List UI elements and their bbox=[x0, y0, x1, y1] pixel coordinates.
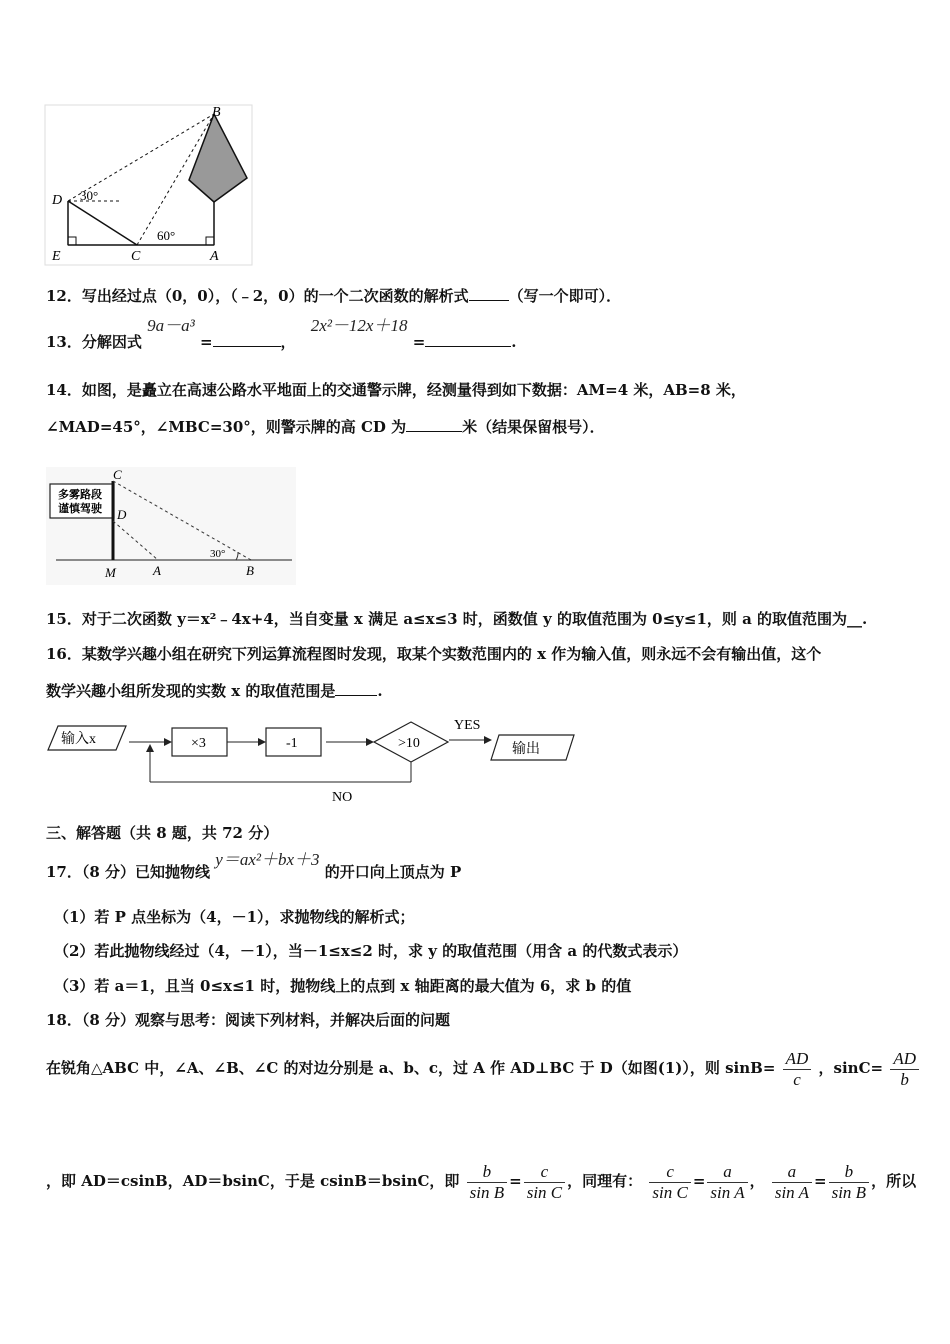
flow-yes: YES bbox=[454, 718, 481, 733]
label-a: A bbox=[153, 563, 161, 578]
question-14-line-2: ∠MAD=45°，∠MBC=30°，则警示牌的高 CD 为 米（结果保留根号）． bbox=[46, 418, 605, 436]
question-15: 15．对于二次函数 y＝x²﹣4x+4，当自变量 x 满足 a≤x≤3 时，函数值 y 的取值范围为 0≤y≤1，则 a 的取值范围为__. bbox=[46, 610, 868, 628]
answer-blank-2 bbox=[425, 332, 511, 347]
answer-blank-1 bbox=[213, 332, 281, 347]
label-e: E bbox=[52, 249, 61, 264]
label-b: B bbox=[246, 563, 254, 578]
question-18-title: 18．（8 分）观察与思考：阅读下列材料，并解决后面的问题 bbox=[46, 1011, 451, 1029]
flow-no: NO bbox=[332, 790, 353, 805]
label-d: D bbox=[117, 507, 127, 522]
angle-c: 60° bbox=[157, 228, 176, 243]
answer-blank bbox=[335, 681, 377, 696]
sign-text-1: 多雾路段 bbox=[58, 489, 102, 501]
question-18-line-2: ，即 AD＝csinB，AD＝bsinC，于是 csinB＝bsinC，即 $\frac{b}{\text{sin B}}$ = $\frac{c}{\text{sin C}}$ ，同理有： $\frac{c}{\text{sin C}}$ = $\frac{a}{\text{sin A}}$ ， $\frac{a}{\text{sin A}}$ = $\frac{b}{\text{sin B}}$ ，所以 bbox=[46, 1161, 917, 1202]
svg-text:-1: -1 bbox=[286, 736, 298, 751]
fraction-ad-over-c: $\frac{AD}{c}$ bbox=[783, 1049, 812, 1090]
angle-30: 30° bbox=[210, 548, 226, 560]
figure-triangle-sign bbox=[44, 104, 254, 269]
angle-d: 30° bbox=[80, 188, 99, 203]
figure-warning-sign bbox=[46, 467, 296, 587]
answer-blank bbox=[469, 286, 509, 301]
answer-blank bbox=[406, 417, 462, 432]
question-14-line-1: 14．如图，是矗立在高速公路水平地面上的交通警示牌，经测量得到如下数据：AM=4 米，AB=8 米， bbox=[46, 381, 746, 399]
expression-1: 9a－a³ bbox=[147, 316, 195, 335]
question-17-part-1: （1）若 P 点坐标为（4，－1），求抛物线的解析式； bbox=[54, 908, 415, 926]
svg-text:>10: >10 bbox=[398, 736, 420, 751]
label-d: D bbox=[52, 193, 63, 208]
label-b: B bbox=[212, 105, 221, 120]
expression-2: 2x²－12x＋18 bbox=[310, 316, 408, 335]
question-17-part-2: （2）若此抛物线经过（4，－1），当－1≤x≤2 时，求 y 的取值范围（用含 a 的代数式表示） bbox=[54, 942, 688, 960]
question-12: 12．写出经过点（0，0），（﹣2，0）的一个二次函数的解析式 （写一个即可）． bbox=[46, 287, 622, 305]
svg-text:×3: ×3 bbox=[191, 736, 206, 751]
section-title: 三、解答题（共 8 题，共 72 分） bbox=[46, 824, 279, 842]
question-16-line-1: 16．某数学兴趣小组在研究下列运算流程图时发现，取某个实数范围内的 x 作为输入值，则永远不会有输出值，这个 bbox=[46, 645, 822, 663]
label-c: C bbox=[131, 249, 141, 264]
question-17-part-3: （3）若 a＝1，且当 0≤x≤1 时，抛物线上的点到 x 轴距离的最大值为 6，求 b 的值 bbox=[54, 977, 632, 995]
parabola-formula: y＝ax²＋bx＋3 bbox=[215, 850, 320, 869]
question-18-line-1: 在锐角△ABC 中，∠A、∠B、∠C 的对边分别是 a、b、c，过 A 作 AD⊥BC 于 D（如图(1)），则 sinB= $\frac{AD}{c}$ ，sinC= $\frac{AD}{b}$ bbox=[46, 1045, 921, 1091]
question-17: 17．（8 分）已知抛物线 y＝ax²＋bx＋3 的开口向上顶点为 P bbox=[46, 850, 462, 881]
question-13: 13．分解因式 9a－a³ = ， 2x²－12x＋18 = . bbox=[46, 316, 517, 351]
label-a: A bbox=[210, 249, 219, 264]
fraction-ad-over-b: $\frac{AD}{b}$ bbox=[890, 1049, 919, 1090]
svg-text:输入x: 输入x bbox=[61, 732, 96, 747]
flowchart bbox=[44, 712, 584, 807]
svg-text:输出: 输出 bbox=[512, 742, 540, 757]
question-16-line-2: 数学兴趣小组所发现的实数 x 的取值范围是 . bbox=[46, 682, 383, 700]
label-m: M bbox=[105, 565, 116, 580]
sign-text-2: 谨慎驾驶 bbox=[58, 503, 102, 515]
label-c: C bbox=[113, 467, 122, 482]
